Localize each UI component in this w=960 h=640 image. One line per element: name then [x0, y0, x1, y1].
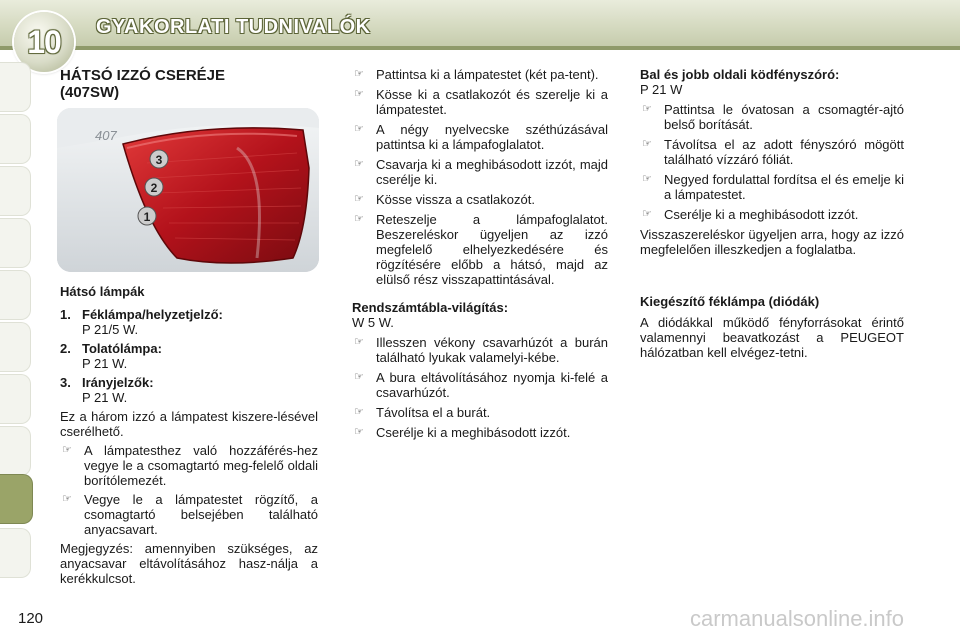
pointing-hand-icon: ☞ [354, 426, 364, 438]
led-text: A diódákkal működő fényforrásokat érintő valamennyi beavatkozást a PEUGEOT hálózatban kell elvégez-tetni. [640, 315, 904, 360]
plate-bulb: W 5 W. [352, 315, 394, 330]
bullet-item: ☞ Pattintsa le óvatosan a csomagtér-ajtó belső borítását. [642, 102, 904, 132]
left-column [60, 284, 318, 586]
chapter-tab-active[interactable] [0, 474, 33, 524]
svg-text:1: 1 [143, 210, 151, 224]
header-divider [0, 46, 960, 50]
lamp-item-1 [60, 307, 318, 337]
chapter-tab[interactable] [0, 322, 31, 372]
pointing-hand-icon: ☞ [642, 103, 652, 115]
bullet-item: ☞ Vegye le a lámpatestet rögzítő, a csomagtartó belsejében található anyacsavart. [62, 492, 318, 537]
pointing-hand-icon: ☞ [354, 158, 364, 170]
chapter-tabs [0, 50, 34, 580]
pointing-hand-icon: ☞ [354, 213, 364, 225]
svg-text:3: 3 [155, 153, 163, 167]
bullet-item: ☞ Pattintsa ki a lámpatestet (két pa-tent). [354, 67, 599, 82]
model-badge: 407 [95, 128, 117, 143]
bullet-item: ☞ Reteszelje a lámpafoglalatot. Beszereléskor ügyeljen az izzó megfelelő elhelyezkedésére és rögzítésére előbb a hátsó, majd az elülső rész visszapattintásával. [354, 212, 608, 287]
note-text: Megjegyzés: amennyiben szükséges, az anyacsavar eltávolításához hasz-nálja a kerékkulcsot. [60, 541, 318, 586]
tail-lamp-photo [57, 108, 319, 272]
plate-heading: Rendszámtábla-világítás: [352, 300, 509, 315]
tail-lamp-illustration [57, 108, 319, 272]
pointing-hand-icon: ☞ [354, 371, 364, 383]
intro-text: Ez a három izzó a lámpatest kiszere-lésével cserélhető. [60, 409, 318, 439]
page-number: 120 [18, 610, 44, 627]
lamp-name: Tolatólámpa: [82, 341, 162, 356]
lamp-number: 3. [60, 375, 71, 390]
bullet-item: ☞ Távolítsa el az adott fényszóró mögött található vízzáró fóliát. [642, 137, 904, 167]
lamp-number: 2. [60, 341, 71, 356]
lamp-item-3 [60, 375, 318, 405]
pointing-hand-icon: ☞ [354, 336, 364, 348]
chapter-tab[interactable] [0, 528, 31, 578]
plate-light-section [352, 300, 608, 440]
chapter-number: 10 [27, 23, 61, 60]
chapter-tab[interactable] [0, 426, 31, 476]
bullet-item: ☞ Illesszen vékony csavarhúzót a burán található lyukak valamelyi-kébe. [354, 335, 608, 365]
pointing-hand-icon: ☞ [354, 88, 364, 100]
chapter-tab[interactable] [0, 166, 31, 216]
lamp-number: 1. [60, 307, 71, 322]
lamp-name: Féklámpa/helyzetjelző: [82, 307, 223, 322]
left-column-heading [60, 67, 318, 101]
callout-1 [138, 207, 156, 225]
chapter-tab[interactable] [0, 218, 31, 268]
bullet-item: ☞ A bura eltávolításához nyomja ki-felé a csavarhúzót. [354, 370, 608, 400]
pointing-hand-icon: ☞ [354, 68, 364, 80]
section-title-line2: (407SW) [60, 84, 120, 101]
callout-3 [150, 150, 168, 168]
pointing-hand-icon: ☞ [642, 138, 652, 150]
chapter-tab[interactable] [0, 270, 31, 320]
fog-bulb: P 21 W [640, 82, 683, 97]
pointing-hand-icon: ☞ [354, 123, 364, 135]
middle-column [352, 67, 608, 287]
svg-text:2: 2 [150, 181, 158, 195]
lamp-item-2 [60, 341, 318, 371]
bullet-item: ☞ A négy nyelvecske széthúzásával pattintsa ki a lámpafoglalatot. [354, 122, 608, 152]
section-title-line1: HÁTSÓ IZZÓ CSERÉJE [60, 67, 226, 84]
bullet-item: ☞ A lámpatesthez való hozzáférés-hez vegye le a csomagtartó meg-felelő oldali borítólemezét. [62, 443, 318, 488]
bullet-item: ☞ Cserélje ki a meghibásodott izzót. [354, 425, 571, 440]
fog-note: Visszaszereléskor ügyeljen arra, hogy az izzó megfelelően illeszkedjen a foglalatba. [640, 227, 904, 257]
callout-2 [145, 178, 163, 196]
bullet-item: ☞ Csavarja ki a meghibásodott izzót, majd cserélje ki. [354, 157, 608, 187]
pointing-hand-icon: ☞ [62, 493, 72, 505]
led-heading: Kiegészítő féklámpa (diódák) [640, 294, 820, 309]
page-title: GYAKORLATI TUDNIVALÓK [96, 16, 371, 38]
chapter-tab[interactable] [0, 114, 31, 164]
chapter-tab[interactable] [0, 62, 31, 112]
watermark: carmanualsonline.info [690, 606, 905, 631]
pointing-hand-icon: ☞ [62, 444, 72, 456]
bullet-item: ☞ Kösse ki a csatlakozót és szerelje ki a lámpatestet. [354, 87, 608, 117]
lamp-bulb: P 21/5 W. [82, 322, 139, 337]
chapter-tab[interactable] [0, 374, 31, 424]
bullet-item: ☞ Negyed fordulattal fordítsa el és emelje ki a lámpatestet. [642, 172, 904, 202]
lamp-bulb: P 21 W. [82, 390, 128, 405]
bullet-item: ☞ Cserélje ki a meghibásodott izzót. [642, 207, 859, 222]
pointing-hand-icon: ☞ [642, 208, 652, 220]
lamps-heading: Hátsó lámpák [60, 284, 145, 299]
bullet-item: ☞ Kösse vissza a csatlakozót. [354, 192, 535, 207]
led-section [640, 294, 904, 360]
pointing-hand-icon: ☞ [642, 173, 652, 185]
lamp-name: Irányjelzők: [82, 375, 154, 390]
pointing-hand-icon: ☞ [354, 406, 364, 418]
lamp-bulb: P 21 W. [82, 356, 128, 371]
bullet-item: ☞ Távolítsa el a burát. [354, 405, 491, 420]
pointing-hand-icon: ☞ [354, 193, 364, 205]
fog-heading: Bal és jobb oldali ködfényszóró: [640, 67, 840, 82]
right-column [640, 67, 904, 257]
